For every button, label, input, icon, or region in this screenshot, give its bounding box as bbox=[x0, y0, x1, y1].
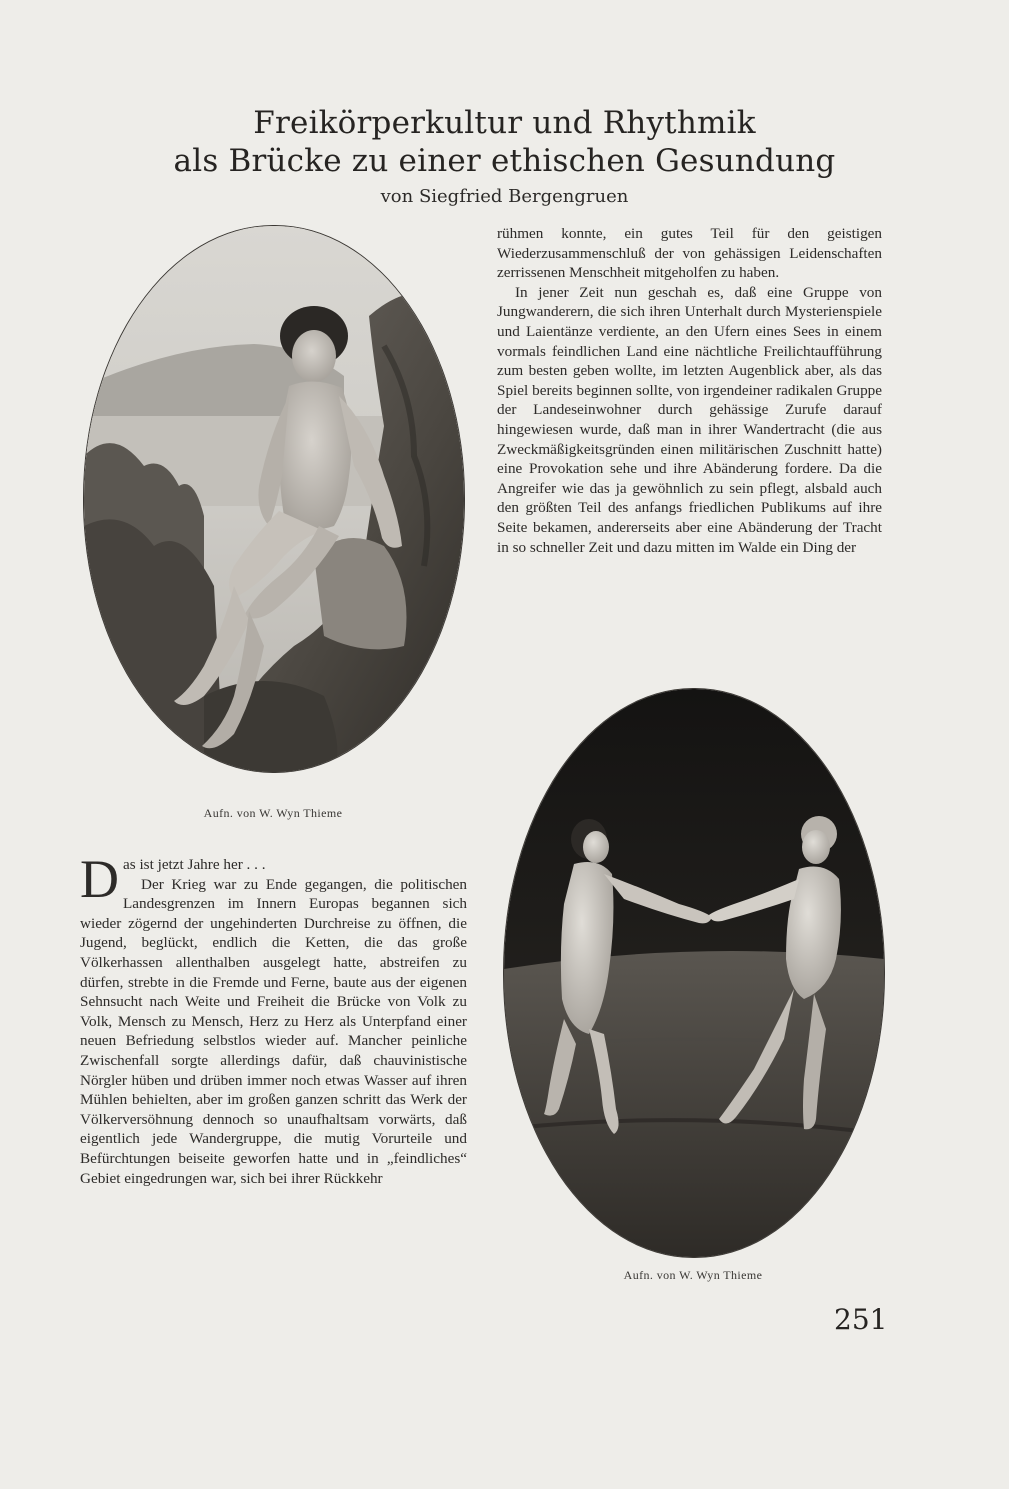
right-text-column bbox=[497, 224, 882, 557]
right-paragraph-2: In jener Zeit nun geschah es, daß eine Gruppe von Jungwanderern, die sich ihren Unterhalt durch Mysterienspiele und Laientänze verdiente, an den Ufern eines Sees in einem vormals feindlichen Land eine nächtliche Freilichtaufführung zum besten geben wollte, im letzten Augenblick aber, als das Spiel bereits beginnen sollte, von irgendeiner radikalen Gruppe der Landeseinwohner durch gehässige Zurufe darauf hingewiesen wurde, daß man in ihrer Wandertracht (die aus Zweckmäßigkeitsgründen einen militärischen Zuschnitt hatte) eine Provokation sehe und ihre Abänderung fordere. Da die Angreifer wie das ja gewöhnlich zu sein pflegt, alsbald auch den größten Teil des anfangs friedlichen Publikums auf ihre Seite bekamen, andererseits aber eine Abänderung der Tracht in so schneller Zeit und dazu mitten im Walde ein Ding der bbox=[497, 283, 882, 556]
title-line-2: als Brücke zu einer ethischen Gesundung bbox=[173, 143, 836, 179]
left-paragraph: Der Krieg war zu Ende gegangen, die politischen Landesgrenzen im Innern Europas begannen sich wieder zögernd der ungehinderten Durchreise zu öffnen, die Jugend, beglückt, endlich die Ketten, die das große Völkerhassen allenthalben ausgelegt hatte, abstreifen zu dürfen, strebte in die Fremde und Ferne, baute aus der eigenen Sehnsucht nach Weite und Freiheit die Brücke von Volk zu Volk, Mensch zu Mensch, Herz zu Herz als Unterpfand einer neuen Befriedung selbstlos wieder auf. Mancher peinliche Zwischenfall sorgte allerdings dafür, daß chauvinistische Nörgler hüben und drüben immer noch etwas Wasser auf ihren Mühlen behielten, aber im großen ganzen schritt das Werk der Völkerversöhnung dennoch so unaufhaltsam vorwärts, daß eigentlich jede Wandergruppe, die mutig Vorurteile und Befürchtungen beiseite geworfen hatte und in „feindliches“ Gebiet eingedrungen war, sich bei ihrer Rückkehr bbox=[80, 875, 467, 1187]
left-opening-line: as ist jetzt Jahre her . . . bbox=[123, 856, 266, 873]
photo-seated-woman bbox=[83, 225, 465, 773]
page-number: 251 bbox=[834, 1303, 888, 1336]
photo-dancers bbox=[503, 688, 885, 1258]
photo-1-caption: Aufn. von W. Wyn Thieme bbox=[203, 806, 343, 820]
article-title bbox=[0, 104, 1009, 180]
left-text-column bbox=[80, 849, 467, 1188]
author-byline: von Siegfried Bergengruen bbox=[380, 186, 629, 207]
photo-2-caption: Aufn. von W. Wyn Thieme bbox=[623, 1268, 763, 1282]
drop-cap: D bbox=[80, 849, 119, 909]
title-line-1: Freikörperkultur und Rhythmik bbox=[253, 105, 756, 141]
dancers-photo-image bbox=[504, 689, 884, 1257]
seated-woman-photo-image bbox=[84, 226, 464, 772]
right-paragraph-1: rühmen konnte, ein gutes Teil für den geistigen Wiederzusammenschluß der von gehässigen Leidenschaften zerrissenen Menschheit mitgeholfen zu haben. bbox=[497, 225, 882, 282]
